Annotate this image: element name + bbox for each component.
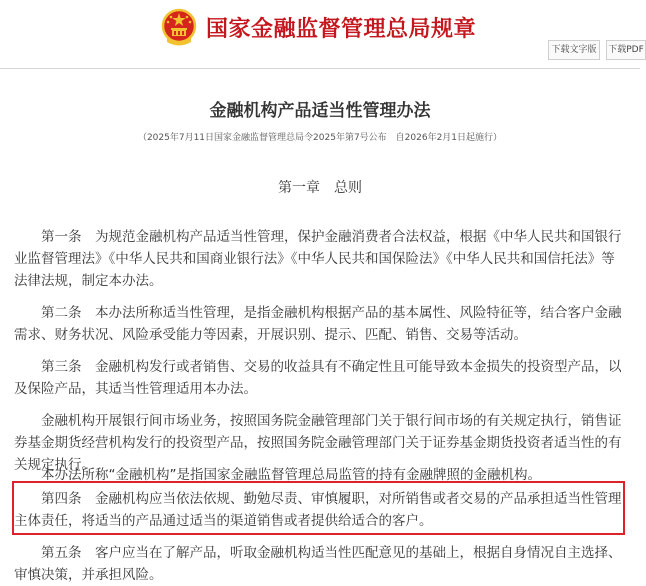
article-5: 第五条 客户应当在了解产品，听取金融机构适当性匹配意见的基础上，根据自身情况自主选择、审慎决策，并承担风险。: [14, 545, 622, 583]
download-pdf-button[interactable]: 下载PDF: [606, 40, 646, 60]
header-divider: [0, 68, 640, 69]
national-emblem-icon: [161, 8, 197, 48]
chapter-heading: 第一章 总则: [278, 180, 362, 196]
article-2: 第二条 本办法所称适当性管理，是指金融机构根据产品的基本属性、风险特征等，结合客户金融需求、财务状况、风险承受能力等因素，开展识别、提示、匹配、销售、交易等活动。: [14, 305, 622, 343]
document-subtitle: （2025年7月11日国家金融监督管理总局令2025年第7号公布 自2026年2月1日起施行）: [137, 133, 503, 143]
article-4-highlight: [12, 481, 625, 535]
article-3-clause-2: 金融机构开展银行间市场业务，按照国务院金融管理部门关于银行间市场的有关规定执行，销售证券基金期货经营机构发行的投资型产品，按照国务院金融管理部门关于证券基金期货投资者适当性的有关规定执行。: [14, 413, 622, 473]
document-title: 金融机构产品适当性管理办法: [209, 101, 431, 121]
article-3: 第三条 金融机构发行或者销售、交易的收益具有不确定性且可能导致本金损失的投资型产品，以及保险产品，其适当性管理适用本办法。: [14, 359, 622, 397]
article-4: 第四条 金融机构应当依法依规、勤勉尽责、审慎履职，对所销售或者交易的产品承担适当性管理主体责任，将适当的产品通过适当的渠道销售或者提供给适合的客户。: [14, 491, 622, 529]
site-header: [0, 0, 644, 68]
site-title: 国家金融监督管理总局规章: [206, 17, 477, 42]
article-3-clause-3: 本办法所称“金融机构”是指国家金融监督管理总局监管的持有金融牌照的金融机构。: [41, 467, 541, 483]
download-text-button[interactable]: 下载文字版: [548, 40, 600, 60]
article-1: 第一条 为规范金融机构产品适当性管理，保护金融消费者合法权益，根据《中华人民共和国银行业监督管理法》《中华人民共和国商业银行法》《中华人民共和国保险法》《中华人民共和国信托法》等法律法规，制定本办法。: [14, 229, 622, 289]
